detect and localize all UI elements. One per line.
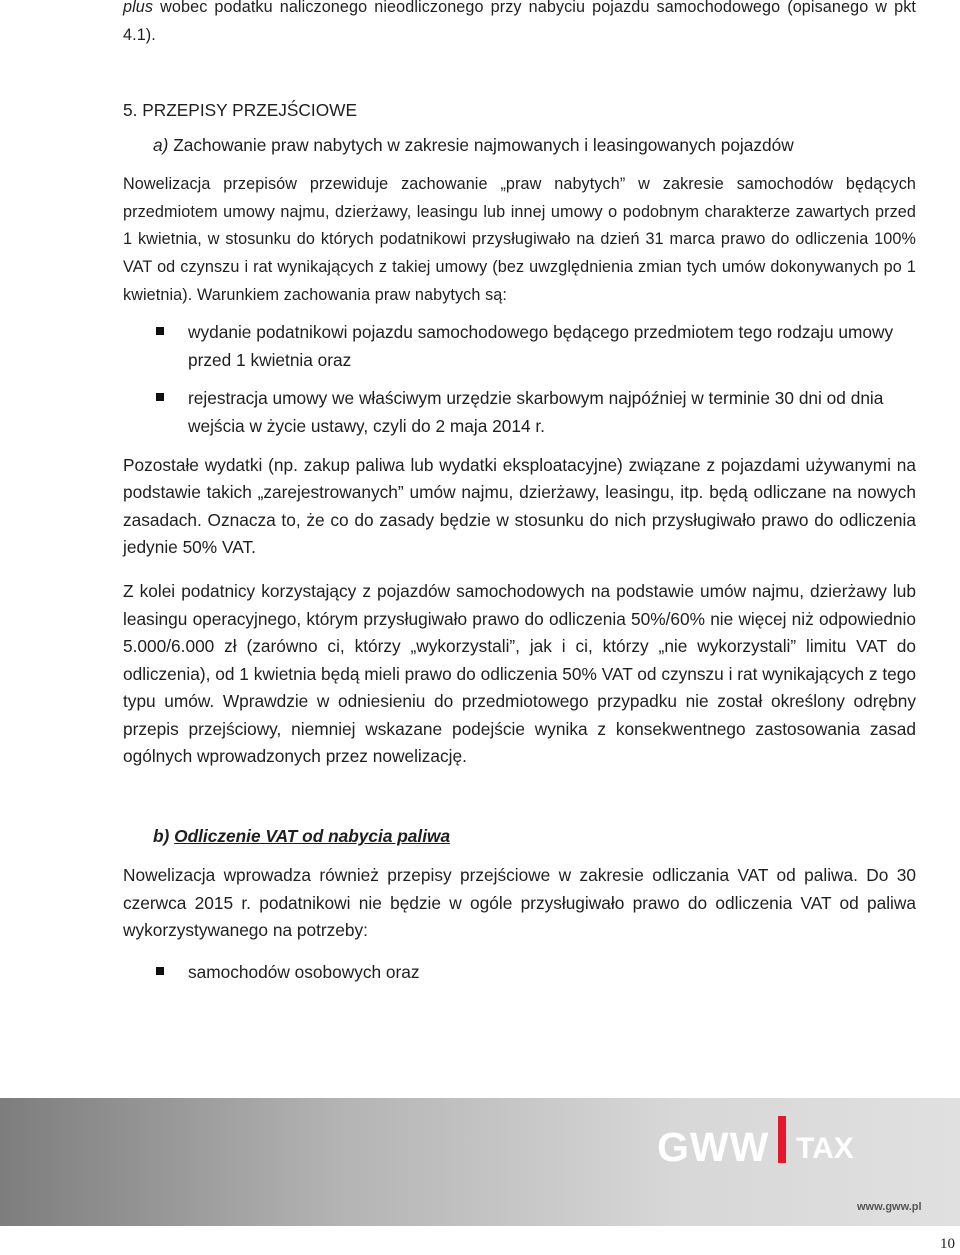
- square-bullet-icon: [156, 393, 164, 401]
- paragraph-b1: Nowelizacja wprowadza również przepisy przejściowe w zakresie odliczania VAT od paliwa. Do 30 czerwca 2015 r. podatnikowi nie będzie w ogóle przysługiwało prawo do odliczenia VAT od paliwa wykorzystywanego na potrzeby:: [123, 865, 916, 941]
- page-number: 10: [940, 1236, 955, 1252]
- logo-text-tax: TAX: [796, 1132, 854, 1165]
- bullet-list-a: [123, 319, 916, 440]
- list-item: [123, 959, 916, 987]
- subsection-a-title: Zachowanie praw nabytych w zakresie najmowanych i leasingowanych pojazdów: [173, 135, 794, 156]
- list-item: [123, 319, 916, 374]
- bullet-list-b: [123, 959, 916, 987]
- intro-paragraph: [123, 0, 916, 49]
- subsection-a-heading: [153, 132, 916, 159]
- subsection-b-heading: [153, 823, 916, 850]
- footer-banner: [0, 1098, 960, 1226]
- list-item: [123, 385, 916, 440]
- intro-text: wobec podatku naliczonego nieodliczonego przy nabyciu pojazdu samochodowego (opisanego w pkt 4.1).: [123, 0, 916, 44]
- square-bullet-icon: [156, 967, 164, 975]
- logo-red-bar: [778, 1116, 786, 1163]
- document-body: [123, 0, 916, 997]
- logo-text-gww: GWW: [657, 1124, 770, 1170]
- list-item-text: rejestracja umowy we właściwym urzędzie skarbowym najpóźniej w terminie 30 dni od dnia wejścia w życie ustawy, czyli do 2 maja 2014 r.: [188, 388, 884, 436]
- paragraph-a3: Z kolei podatnicy korzystający z pojazdów samochodowych na podstawie umów najmu, dzierżawy lub leasingu operacyjnego, którym przysługiwało prawo do odliczenia 50%/60% nie więcej niż odpowiednio 5.000/6.000 zł (zarówno ci, którzy „wykorzystali”, jak i ci, którzy „nie wykorzystali” limitu VAT do odliczenia), od 1 kwietnia będą mieli prawo do odliczenia 50% VAT od czynszu i rat wynikających z tego typu umów. Wprawdzie w odniesieniu do przedmiotowego przypadku nie został określony odrębny przepis przejściowy, niemniej wskazane podejście wynika z konsekwentnego zastosowania zasad ogólnych wprowadzonych przez nowelizację.: [123, 580, 916, 767]
- square-bullet-icon: [156, 327, 164, 335]
- section-heading: 5. PRZEPISY PRZEJŚCIOWE: [123, 100, 357, 121]
- paragraph-a2: Pozostałe wydatki (np. zakup paliwa lub wydatki eksploatacyjne) związane z pojazdami używanymi na podstawie takich „zarejestrowanych” umów najmu, dzierżawy, leasingu, itp. będą odliczane na nowych zasadach. Oznacza to, że co do zasady będzie w stosunku do nich przysługiwało prawo do odliczenia jedynie 50% VAT.: [123, 454, 916, 558]
- paragraph-a1: Nowelizacja przepisów przewiduje zachowanie „praw nabytych” w zakresie samochodów będących przedmiotem umowy najmu, dzierżawy, leasingu lub innej umowy o podobnym charakterze zawartych przed 1 kwietnia, w stosunku do których podatnikowi przysługiwało na dzień 31 marca prawo do odliczenia 100% VAT od czynszu i rat wynikających z takiej umowy (bez uwzględnienia zmian tych umów dokonywanych po 1 kwietnia). Warunkiem zachowania praw nabytych są:: [123, 175, 916, 304]
- subsection-a-letter: a): [153, 135, 169, 156]
- website-link[interactable]: www.gww.pl: [857, 1201, 922, 1213]
- list-item-text: wydanie podatnikowi pojazdu samochodowego będącego przedmiotem tego rodzaju umowy przed 1 kwietnia oraz: [188, 322, 894, 370]
- list-item-text: samochodów osobowych oraz: [188, 961, 420, 982]
- gww-tax-logo: [657, 1116, 857, 1186]
- subsection-b-title: Odliczenie VAT od nabycia paliwa: [174, 826, 451, 847]
- subsection-b-letter: b): [153, 826, 170, 847]
- intro-emphasis: plus: [123, 0, 154, 16]
